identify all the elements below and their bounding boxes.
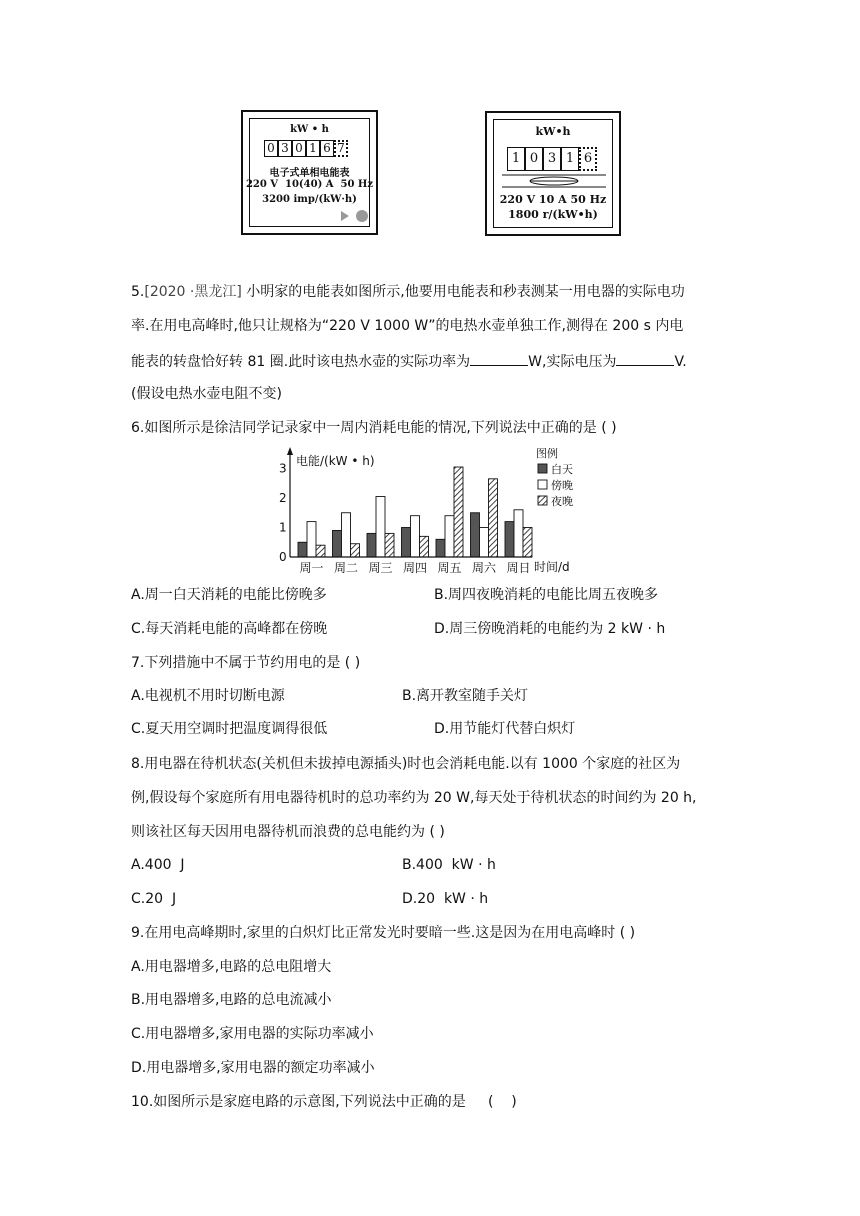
- q5-source-tag: [2020 ·黑龙江]: [144, 284, 242, 300]
- legend-label: 傍晚: [551, 479, 573, 492]
- legend-label: 夜晚: [551, 495, 573, 508]
- q6-option-b: B.周四夜晚消耗的电能比周五夜晚多: [434, 587, 659, 603]
- q6-option-d: D.周三傍晚消耗的电能约为 2 kW · h: [434, 621, 666, 637]
- meter-unit: kW•h: [535, 125, 571, 138]
- q5-text: V.: [674, 354, 687, 370]
- chart-y-ticks: [279, 462, 287, 565]
- q9-option-b: B.用电器增多,电路的总电流减小: [131, 992, 332, 1008]
- x-tick-label: 周二: [333, 561, 359, 575]
- q5-line-3: [131, 351, 687, 372]
- x-tick-label: 周五: [437, 561, 462, 575]
- bar-night-1: [316, 545, 325, 557]
- q7-option-c: C.夏天用空调时把温度调得很低: [131, 721, 328, 737]
- x-tick-label: 周一: [299, 561, 324, 575]
- y-tick-label: 3: [279, 461, 287, 476]
- chart-ylabel: 电能/(kW • h): [296, 454, 375, 468]
- q6-option-c: C.每天消耗电能的高峰都在傍晚: [131, 621, 328, 637]
- meter-spec-rating: 220 V 10(40) A 50 Hz: [245, 179, 374, 190]
- meter-name: 电子式单相电能表: [269, 168, 350, 179]
- q9-stem: 9.在用电高峰期时,家里的白炽灯比正常发光时要暗一些.这是因为在用电高峰时 ( ): [131, 925, 636, 941]
- y-tick-label: 0: [279, 550, 287, 564]
- answer-blank-power[interactable]: [470, 351, 528, 366]
- meter-spec-constant: 3200 imp/(kW·h): [262, 194, 357, 205]
- q9-option-c: C.用电器增多,家用电器的实际功率减小: [131, 1026, 374, 1042]
- q6-option-a: A.周一白天消耗的电能比傍晚多: [131, 587, 327, 603]
- meter-digit-decimal: 6: [579, 147, 597, 171]
- legend-swatch: [538, 496, 547, 505]
- bar-daytime-7: [505, 522, 514, 557]
- bar-daytime-4: [402, 528, 411, 558]
- meter-digit: 1: [561, 147, 579, 171]
- q5-text: W,实际电压为: [528, 354, 617, 370]
- bar-night-4: [420, 536, 429, 557]
- meter-disc-window: [502, 174, 606, 188]
- bar-daytime-1: [298, 542, 307, 557]
- energy-bar-chart: [270, 443, 600, 581]
- x-tick-label: 周日: [506, 561, 531, 575]
- bar-evening-2: [342, 513, 351, 557]
- q5-line-4: (假设电热水壶电阻不变): [131, 386, 282, 402]
- meter-digit-decimal: 7: [334, 140, 348, 157]
- answer-blank-voltage[interactable]: [616, 351, 674, 366]
- q7-stem: 7.下列措施中不属于节约用电的是 ( ): [131, 655, 361, 671]
- meter-digit: 3: [278, 140, 292, 157]
- q5-text: 小明家的电能表如图所示,他要用电能表和秒表测某一用电器的实际电功: [241, 284, 685, 300]
- q7-option-d: D.用节能灯代替白炽灯: [434, 721, 576, 737]
- bar-evening-6: [480, 528, 489, 558]
- rotating-disc-meter: [485, 111, 621, 236]
- meter-digits: [264, 140, 348, 157]
- bar-evening-4: [411, 516, 420, 557]
- q9-option-d: D.用电器增多,家用电器的额定功率减小: [131, 1060, 375, 1076]
- bar-evening-7: [514, 510, 523, 557]
- meter-digit: 6: [320, 140, 334, 157]
- meter-digit: 0: [525, 147, 543, 171]
- q6-stem: 6.如图所示是徐洁同学记录家中一周内消耗电能的情况,下列说法中正确的是 ( ): [131, 420, 617, 436]
- q7-option-a: A.电视机不用时切断电源: [131, 688, 285, 704]
- q7-option-b: B.离开教室随手关灯: [402, 688, 529, 704]
- q8-line-1: 8.用电器在待机状态(关机但未拔掉电源插头)时也会消耗电能.以有 1000 个家庭的社区为: [131, 756, 681, 772]
- q5-number: 5.: [131, 284, 145, 300]
- chart-xlabel: 时间/d: [534, 560, 570, 574]
- chart-legend: [536, 446, 573, 508]
- q8-option-a: A.400 J: [131, 857, 185, 873]
- y-tick-label: 1: [279, 520, 287, 535]
- x-tick-label: 周六: [471, 561, 497, 575]
- q5-line-2: 率.在用电高峰时,他只让规格为“220 V 1000 W”的电热水壶单独工作,测得在 200 s 内电: [131, 318, 684, 334]
- bar-daytime-2: [333, 530, 342, 557]
- bar-night-5: [454, 467, 463, 557]
- q5-line-1: [131, 282, 685, 302]
- x-tick-label: 周三: [368, 561, 393, 575]
- bar-daytime-6: [471, 513, 480, 557]
- bar-night-2: [351, 544, 360, 557]
- bar-night-3: [385, 533, 394, 557]
- q8-option-b: B.400 kW · h: [402, 857, 496, 873]
- y-tick-label: 2: [279, 491, 287, 505]
- meter-spec-rating: 220 V 10 A 50 Hz: [499, 193, 607, 206]
- bar-night-7: [523, 528, 532, 558]
- meter-unit: kW • h: [290, 124, 329, 135]
- bar-daytime-5: [436, 539, 445, 557]
- q8-line-3: 则该社区每天因用电器待机而浪费的总电能约为 ( ): [131, 824, 445, 840]
- meter-digit: 1: [306, 140, 320, 157]
- bar-evening-5: [445, 516, 454, 557]
- meter-digits: [507, 147, 597, 171]
- q8-option-d: D.20 kW · h: [402, 891, 489, 907]
- indicator-light-icon: [341, 208, 371, 224]
- q8-line-2: 例,假设每个家庭所有用电器待机时的总功率约为 20 W,每天处于待机状态的时间约为 20 h,: [131, 790, 697, 806]
- x-tick-label: 周四: [402, 561, 428, 575]
- meter-digit: 0: [292, 140, 306, 157]
- q9-option-a: A.用电器增多,电路的总电阻增大: [131, 959, 332, 975]
- electronic-meter: [241, 110, 378, 235]
- meter-spec-constant: 1800 r/(kW•h): [508, 208, 598, 221]
- legend-swatch: [538, 480, 547, 489]
- bar-daytime-3: [367, 533, 376, 557]
- legend-title: 图例: [536, 447, 558, 460]
- q8-option-c: C.20 J: [131, 891, 177, 907]
- chart-bars: [298, 467, 532, 557]
- chart-x-ticks: [299, 561, 530, 575]
- meter-digit: 0: [264, 140, 278, 157]
- q5-text: 能表的转盘恰好转 81 圈.此时该电热水壶的实际功率为: [131, 354, 471, 370]
- bar-evening-3: [376, 497, 385, 557]
- bar-night-6: [489, 479, 498, 557]
- q10-stem: 10.如图所示是家庭电路的示意图,下列说法中正确的是 ( ): [131, 1094, 517, 1110]
- meter-digit: 1: [507, 147, 525, 171]
- meter-digit: 3: [543, 147, 561, 171]
- bar-evening-1: [307, 522, 316, 557]
- legend-swatch: [538, 464, 547, 473]
- legend-label: 白天: [551, 463, 573, 476]
